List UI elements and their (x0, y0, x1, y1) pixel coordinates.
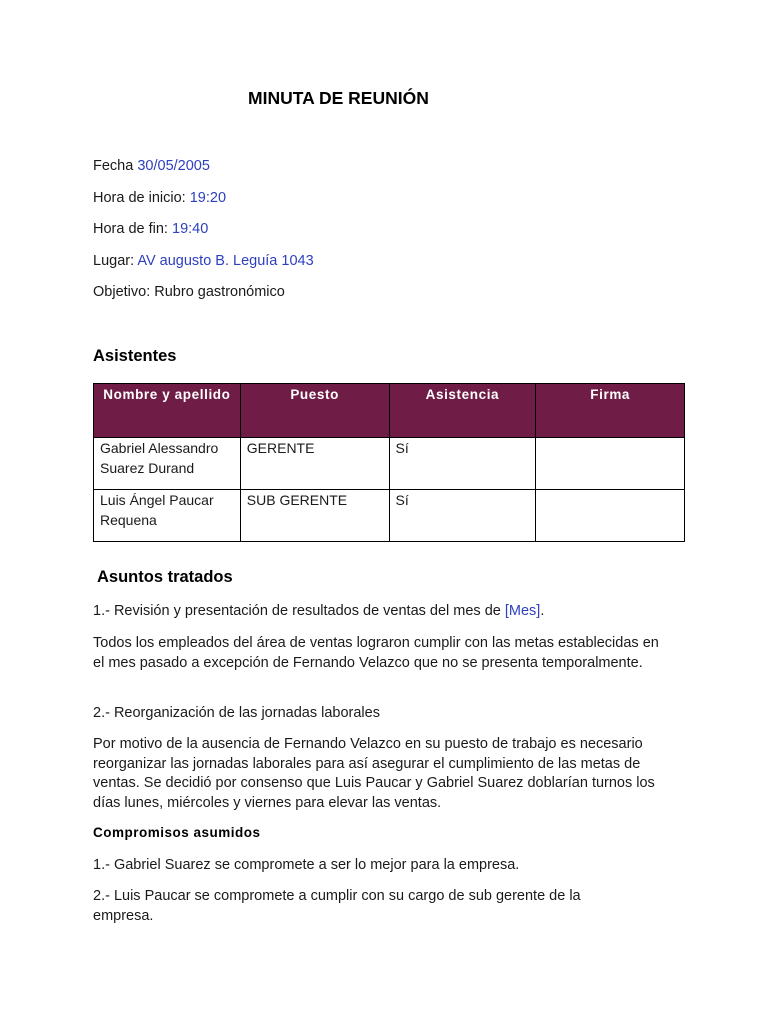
asistentes-table (93, 383, 685, 542)
cell-nombre: Luis Ángel Paucar Requena (94, 490, 241, 542)
column-header: Asistencia (389, 384, 536, 438)
column-header: Firma (536, 384, 685, 438)
table-row (94, 490, 685, 542)
asunto-item-1-body: Todos los empleados del área de ventas lograron cumplir con las metas establecidas en el mes pasado a excepción de Fernando Velazco que no se presenta temporalmente. (93, 635, 659, 671)
column-header: Nombre y apellido (94, 384, 241, 438)
compromisos-heading: Compromisos asumidos (93, 825, 261, 840)
field-value: Rubro gastronómico (154, 284, 285, 300)
field-fecha (93, 158, 210, 174)
cell-nombre: Gabriel Alessandro Suarez Durand (94, 438, 241, 490)
field-label: Hora de fin: (93, 221, 168, 237)
cell-firma (536, 438, 685, 490)
asunto-item-2-body: Por motivo de la ausencia de Fernando Velazco en su puesto de trabajo es necesario reorganizar las jornadas laborales para así asegurar el cumplimiento de las metas de ventas. Se decidió por consenso que Luis Paucar y Gabriel Suarez doblarían turnos los días lunes, miércoles y viernes para elevar las ventas. (93, 736, 655, 811)
compromiso-item: 2.- Luis Paucar se compromete a cumplir con su cargo de sub gerente de la empresa. (93, 888, 581, 924)
cell-firma (536, 490, 685, 542)
field-label: Lugar: (93, 253, 135, 269)
field-objetivo (93, 284, 285, 300)
column-header: Puesto (240, 384, 389, 438)
field-value: 19:40 (172, 221, 209, 237)
compromiso-item: 1.- Gabriel Suarez se compromete a ser lo mejor para la empresa. (93, 857, 520, 873)
field-label: Fecha (93, 158, 134, 174)
cell-asistencia: Sí (389, 490, 536, 542)
cell-asistencia: Sí (389, 438, 536, 490)
field-label: Hora de inicio: (93, 190, 186, 206)
asunto-item-2: 2.- Reorganización de las jornadas laborales (93, 705, 380, 721)
cell-puesto: GERENTE (240, 438, 389, 490)
field-hora-fin (93, 221, 208, 237)
table-row (94, 438, 685, 490)
asunto-item-1-suffix: . (540, 603, 545, 619)
field-value: AV augusto B. Leguía 1043 (137, 253, 314, 269)
field-value: 19:20 (189, 190, 227, 206)
field-lugar (93, 253, 314, 269)
field-hora-inicio (93, 190, 226, 206)
asunto-item-1-text: 1.- Revisión y presentación de resultados de ventas del mes de (93, 603, 505, 619)
asistentes-heading: Asistentes (93, 347, 177, 365)
document-title: MINUTA DE REUNIÓN (248, 88, 429, 108)
asunto-item-1 (93, 602, 673, 622)
field-value: 30/05/2005 (137, 158, 210, 174)
table-header-row (94, 384, 685, 438)
field-label: Objetivo: (93, 284, 151, 300)
cell-puesto: SUB GERENTE (240, 490, 389, 542)
mes-placeholder: [Mes] (504, 603, 541, 619)
asuntos-heading: Asuntos tratados (97, 568, 233, 586)
